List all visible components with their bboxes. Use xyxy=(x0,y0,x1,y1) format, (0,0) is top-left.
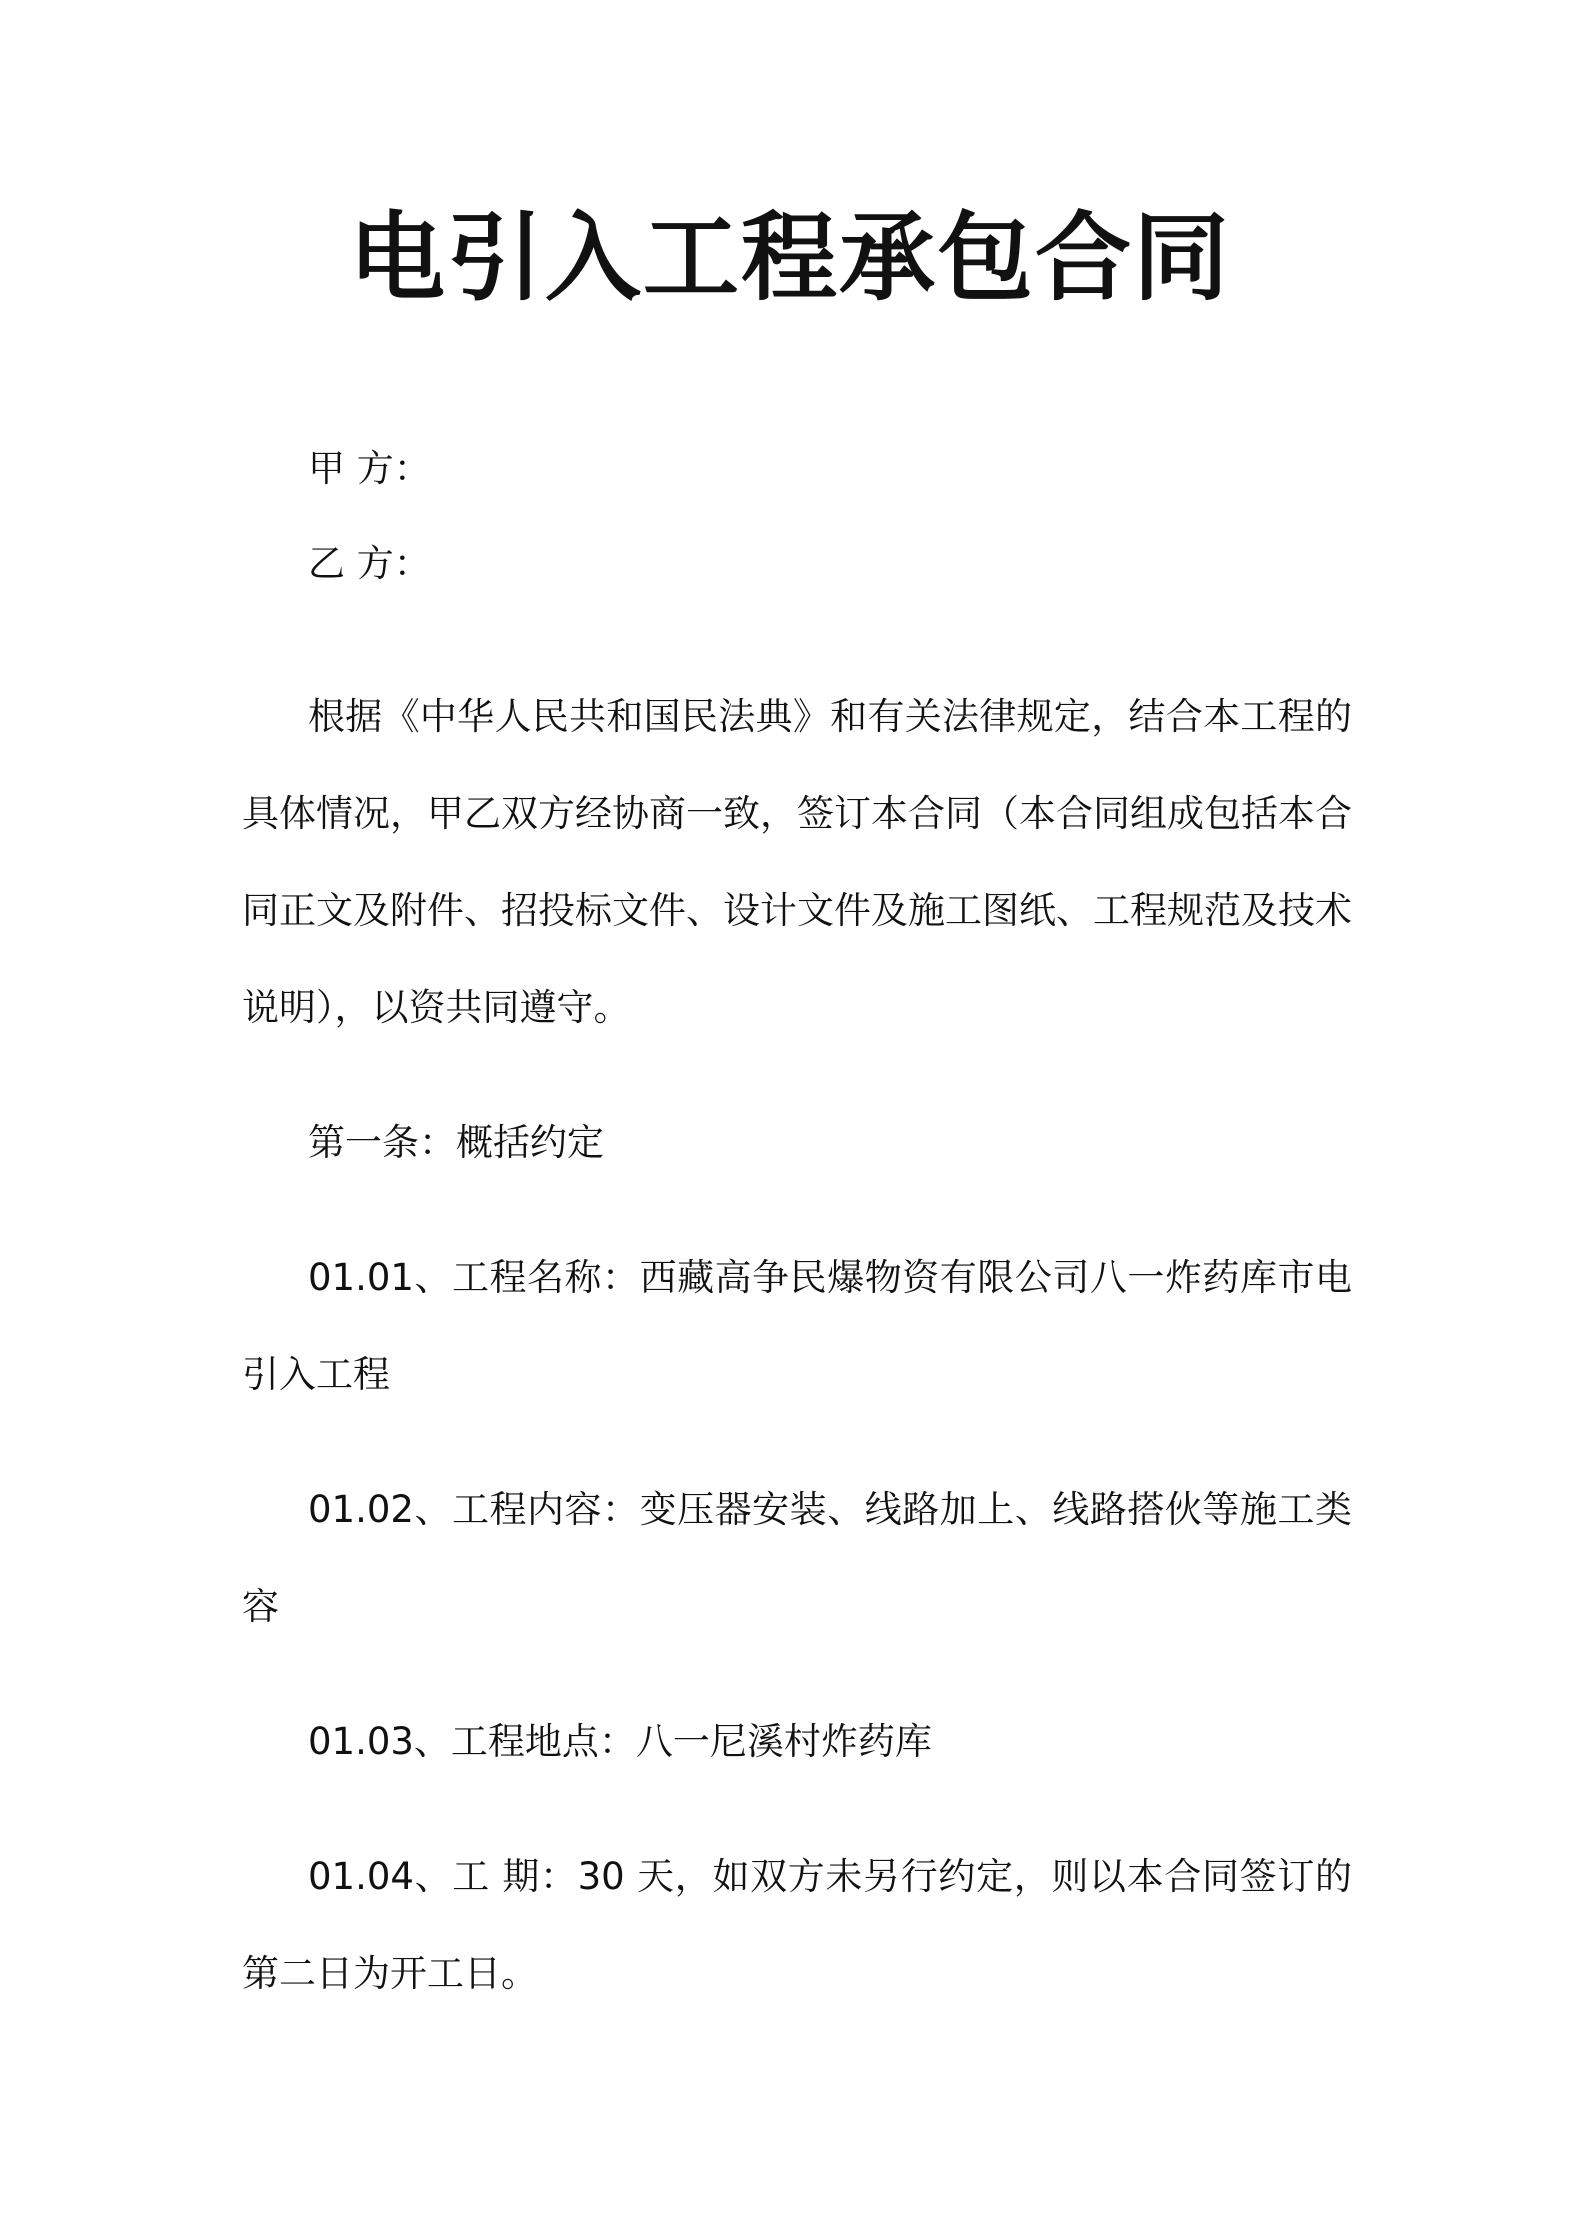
party-b-label: 乙 方： xyxy=(308,542,431,585)
clause-project-duration: 01.04、工 期：30 天，如双方未另行约定，则以本合同签订的第二日为开工日。 xyxy=(242,1855,1352,1995)
spacer xyxy=(242,1191,1352,1229)
spacer xyxy=(242,1655,1352,1693)
clause-project-content: 01.02、工程内容：变压器安装、线路加上、线路搭伙等施工类容 xyxy=(242,1488,1352,1628)
article-heading: 第一条：概括约定 xyxy=(308,1121,604,1164)
clause-project-location: 01.03、工程地点：八一尼溪村炸药库 xyxy=(308,1720,932,1763)
spacer xyxy=(242,1423,1352,1461)
spacer xyxy=(242,1056,1352,1094)
document-title xyxy=(0,202,1580,314)
party-a-line xyxy=(242,440,1352,498)
clause-project-name: 01.01、工程名称：西藏高争民爆物资有限公司八一炸药库市电引入工程 xyxy=(242,1256,1352,1396)
document-title-text: 电引入工程承包合同 xyxy=(349,202,1231,314)
party-b-line xyxy=(242,535,1352,593)
party-a-label: 甲 方： xyxy=(308,447,431,490)
spacer xyxy=(242,1790,1352,1828)
document-body xyxy=(242,440,1352,2022)
preamble-paragraph: 根据《中华人民共和国民法典》和有关法律规定，结合本工程的具体情况，甲乙双方经协商一致，签订本合同（本合同组成包括本合同正文及附件、招投标文件、设计文件及施工图纸、工程规范及技术说明），以资共同遵守。 xyxy=(242,695,1352,1029)
spacer xyxy=(242,630,1352,668)
